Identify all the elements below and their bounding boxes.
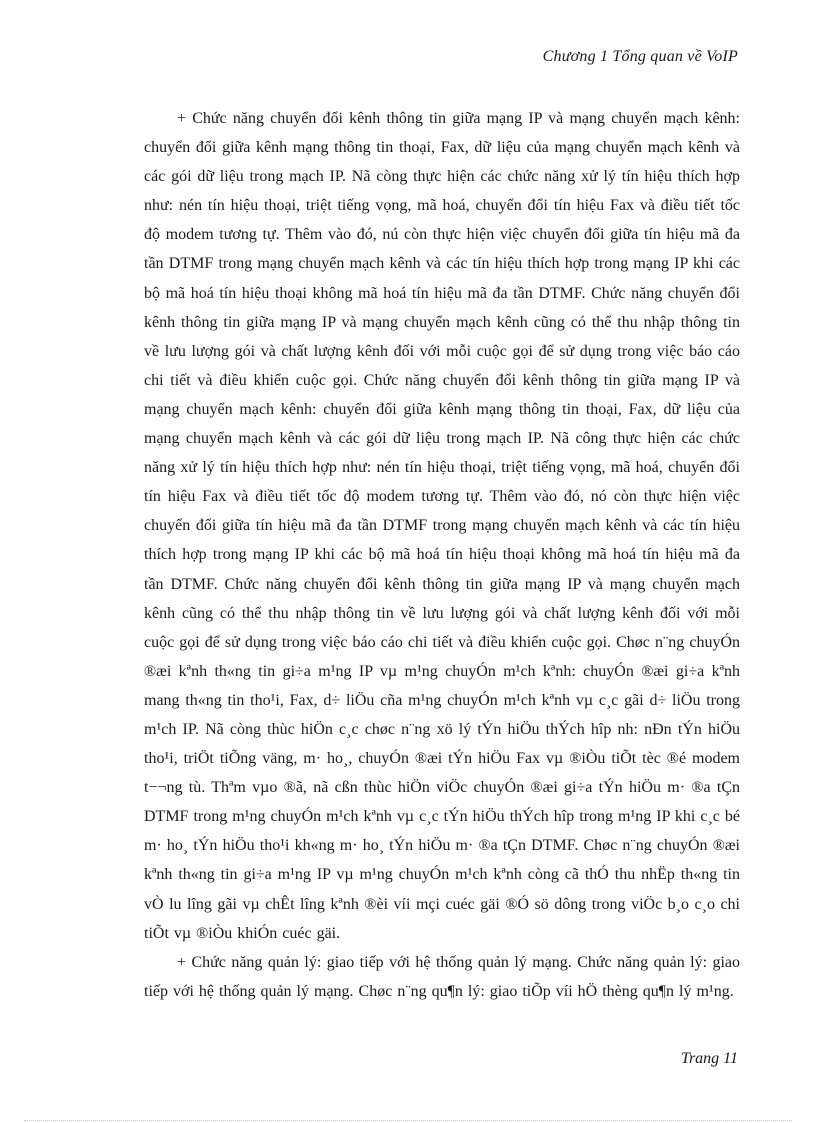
- paragraph-channel-conversion: + Chức năng chuyển đổi kênh thông tin giữa mạng IP và mạng chuyển mạch kênh: chuyển đổi giữa kênh mạng thông tin thoại, Fax, dữ liệu của mạng chuyển mạch kênh và các gói dữ liệu trong mạch IP. Nã còng thực hiện các chức năng xử lý tín hiệu thích hợp như: nén tín hiệu thoại, triệt tiếng vọng, mã hoá, chuyển đổi tín hiệu Fax và điều tiết tốc độ modem tương tự. Thêm vào đó, nú còn thực hiện việc chuyển đổi giữa tín hiệu mã đa tần DTMF trong mạng chuyển mạch kênh và các tín hiệu thích hợp trong mạng IP khi các bộ mã hoá tín hiệu thoại không mã hoá tín hiệu mã đa tần DTMF. Chức năng chuyển đổi kênh thông tin giữa mạng IP và mạng chuyển mạch kênh cũng có thể thu nhập thông tin về lưu lượng gói và chất lượng kênh đối với mỗi cuộc gọi để sử dụng trong việc báo cáo chi tiết và điều khiển cuộc gọi. Chức năng chuyển đổi kênh thông tin giữa mạng IP và mạng chuyển mạch kênh: chuyển đổi giữa kênh mạng thông tin thoại, Fax, dữ liệu của mạng chuyển mạch kênh và các gói dữ liệu trong mạch IP. Nã công thực hiện các chức năng xử lý tín hiệu thích hợp như: nén tín hiệu thoại, triệt tiếng vọng, mã hoá, chuyển đổi tín hiệu Fax và điều tiết tốc độ modem tương tự. Thêm vào đó, nó còn thực hiện việc chuyển đổi giữa tín hiệu mã đa tần DTMF trong mạng chuyển mạch kênh và các tín hiệu thích hợp trong mạng IP khi các bộ mã hoá tín hiệu thoại không mã hoá tín hiệu mã đa tần DTMF. Chức năng chuyển đổi kênh thông tin giữa mạng IP và mạng chuyển mạch kênh cũng có thể thu nhập thông tin về lưu lượng gói và chất lượng kênh đối với mỗi cuộc gọi để sử dụng trong việc báo cáo chi tiết và điều khiển cuộc gọi. Chøc n¨ng chuyÓn ®æi kªnh th«ng tin gi÷a m¹ng IP vµ m¹ng chuyÓn m¹ch kªnh: chuyÓn ®æi gi÷a kªnh mang th«ng tin tho¹i, Fax, d÷ liÖu cña m¹ng chuyÓn m¹ch kªnh vµ c¸c gãi d÷ liÖu trong m¹ch IP. Nã còng thùc hiÖn c¸c chøc n¨ng xö lý tÝn hiÖu thÝch hîp nh: nÐn tÝn hiÖu tho¹i, triÖt tiÕng väng, m· ho¸, chuyÓn ®æi tÝn hiÖu Fax vµ ®iÒu tiÕt tèc ®é modem t−¬ng tù. Thªm vµo ®ã, nã cßn thùc hiÖn viÖc chuyÓn ®æi gi÷a tÝn hiÖu m· ®a tÇn DTMF trong m¹ng chuyÓn m¹ch kªnh vµ c¸c tÝn hiÖu thÝch hîp trong m¹ng IP khi c¸c bé m· ho¸ tÝn hiÖu tho¹i kh«ng m· ho¸ tÝn hiÖu m· ®a tÇn DTMF. Chøc n¨ng chuyÓn ®æi kªnh th«ng tin gi÷a m¹ng IP vµ m¹ng chuyÓn m¹ch kªnh còng cã thÓ thu nhËp th«ng tin vÒ lu lîng gãi vµ chÊt lîng kªnh ®èi víi mçi cuéc gäi ®Ó sö dông trong viÖc b¸o c¸o chi tiÕt vµ ®iÒu khiÓn cuéc gäi.: [144, 110, 740, 942]
- paragraph-management-function: + Chức năng quản lý: giao tiếp với hệ thống quản lý mạng. Chức năng quản lý: giao tiếp với hệ thống quản lý mạng. Chøc n¨ng qu¶n lý: giao tiÕp víi hÖ thèng qu¶n lý m¹ng.: [144, 953, 740, 1000]
- page-number: Trang 11: [680, 1050, 738, 1067]
- page-body: [144, 104, 740, 1006]
- chapter-header: Chương 1 Tổng quan về VoIP: [542, 48, 738, 65]
- page-divider: [24, 1120, 792, 1121]
